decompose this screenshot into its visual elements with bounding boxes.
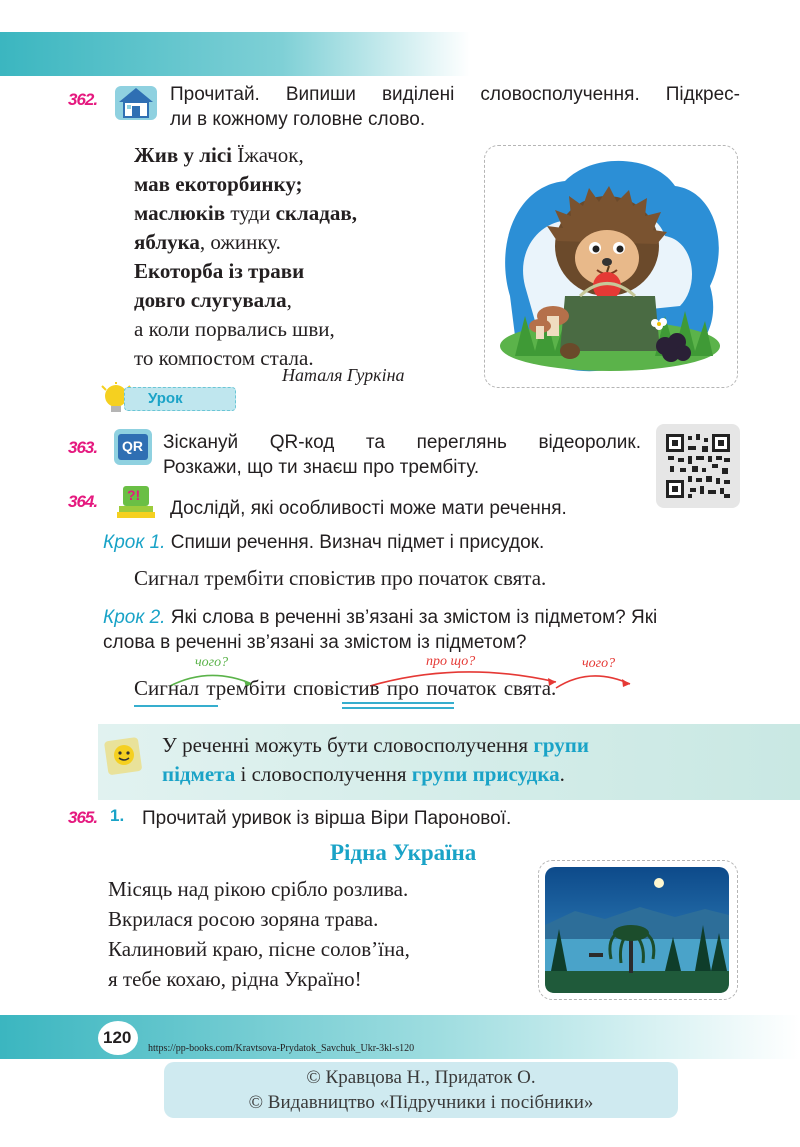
- poem-line: я тебе кохаю, рідна Україно!: [108, 967, 362, 991]
- word: про: [386, 676, 420, 700]
- ex364-step-1: Крок 1. Спиши речення. Визнач підмет і присудок.: [103, 532, 545, 553]
- highlighted-phrase: маслюків: [134, 201, 226, 225]
- word: початок: [426, 676, 497, 700]
- top-band: [0, 32, 470, 76]
- poem-line: [134, 141, 474, 170]
- ex362-instruction-2: ли в кожному головне слово.: [170, 109, 426, 130]
- poem-line: Місяць над рікою срібло розлива.: [108, 877, 409, 901]
- poem-text: , ожинку.: [199, 230, 281, 254]
- lesson-tag-label: Урок: [148, 390, 183, 407]
- question-label-3: чого?: [582, 656, 616, 671]
- highlighted-phrase: довго слугувала: [134, 288, 287, 312]
- poem-text: туди: [225, 201, 276, 225]
- poem-author: Наталя Гуркіна: [282, 365, 405, 385]
- exercise-363-number: 363.: [68, 438, 98, 457]
- ex364-sentence: Сигнал трембіти сповістив про початок свята.: [134, 566, 547, 590]
- source-url[interactable]: https://pp-books.com/Kravtsova-Prydatok_Savchuk_Ukr-3kl-s120: [148, 1043, 415, 1054]
- highlighted-phrase: мав екоторбинку;: [134, 172, 303, 196]
- exercise-362-number: 362.: [68, 90, 98, 109]
- ex364-instruction: Дослідй, які особливості може мати речення.: [170, 498, 567, 519]
- poem-title: Рідна Україна: [330, 840, 477, 865]
- qr-code[interactable]: [656, 424, 740, 508]
- night-landscape-illustration: [538, 860, 738, 1000]
- word-predicate: сповістив: [293, 676, 380, 700]
- ex365-subnumber: 1.: [110, 806, 125, 825]
- house-read-icon: [113, 82, 159, 122]
- question-label-2: про що?: [426, 654, 476, 669]
- poem-line: [134, 170, 474, 199]
- ex364-step-2: Крок 2. Які слова в реченні зв’язані за змістом із підметом? Які слова в реченні зв’язані за змістом із підметом?: [103, 607, 658, 653]
- books-explore-icon: ?!: [113, 484, 159, 520]
- poem-line: [134, 286, 474, 315]
- rule-text: У реченні можуть бути словосполучення групи підмета і словосполучення групи присудка.: [162, 733, 589, 786]
- ex363-line-1: Зіскануй QR-код та переглянь відеоролик.: [163, 432, 641, 453]
- ex362-instruction-1: Прочитай. Випиши виділені словосполучення. Підкрес-: [170, 84, 740, 105]
- copyright-authors: © Кравцова Н., Придаток О.: [306, 1067, 536, 1088]
- poem-line: [134, 199, 474, 228]
- smiley-note-icon: [104, 735, 144, 775]
- copyright-box: [164, 1062, 678, 1118]
- ex365-instruction: Прочитай уривок із вірша Віри Паронової.: [142, 808, 512, 829]
- poem-line: [134, 257, 474, 286]
- poem-line: Вкрилася росою зоряна трава.: [108, 907, 379, 931]
- copyright-publisher: © Видавництво «Підручники і посібники»: [248, 1092, 594, 1113]
- ex363-line-2: Розкажи, що ти знаєш про трембіту.: [163, 457, 480, 478]
- page-number: 120: [103, 1028, 132, 1047]
- poem-line: Калиновий краю, пісне солов’їна,: [108, 937, 410, 961]
- question-label-1: чого?: [195, 655, 229, 670]
- word: трембіти: [206, 676, 286, 700]
- highlighted-phrase: Жив у лісі: [134, 143, 232, 167]
- poem-text: а коли порвались шви,: [134, 317, 335, 341]
- highlighted-phrase: складав,: [275, 201, 358, 225]
- highlighted-phrase: Екоторба із трави: [134, 259, 305, 283]
- lesson-tag: [100, 382, 240, 414]
- word: свята.: [503, 676, 557, 700]
- qr-icon: QR: [113, 428, 153, 466]
- poem-text: то компостом стала.: [134, 346, 314, 370]
- exercise-365-number: 365.: [68, 808, 98, 827]
- hedgehog-illustration: [484, 145, 738, 388]
- exercise-364-number: 364.: [68, 492, 98, 511]
- highlighted-phrase: яблука: [134, 230, 200, 254]
- poem-text: ,: [286, 288, 292, 312]
- hedgehog-poem: [134, 141, 474, 373]
- word-subject: Сигнал: [134, 676, 200, 700]
- ukraine-poem: [108, 874, 410, 994]
- poem-text: Їжачок,: [231, 143, 304, 167]
- poem-line: [134, 228, 474, 257]
- analysed-sentence: [130, 652, 700, 716]
- poem-line: [134, 315, 474, 344]
